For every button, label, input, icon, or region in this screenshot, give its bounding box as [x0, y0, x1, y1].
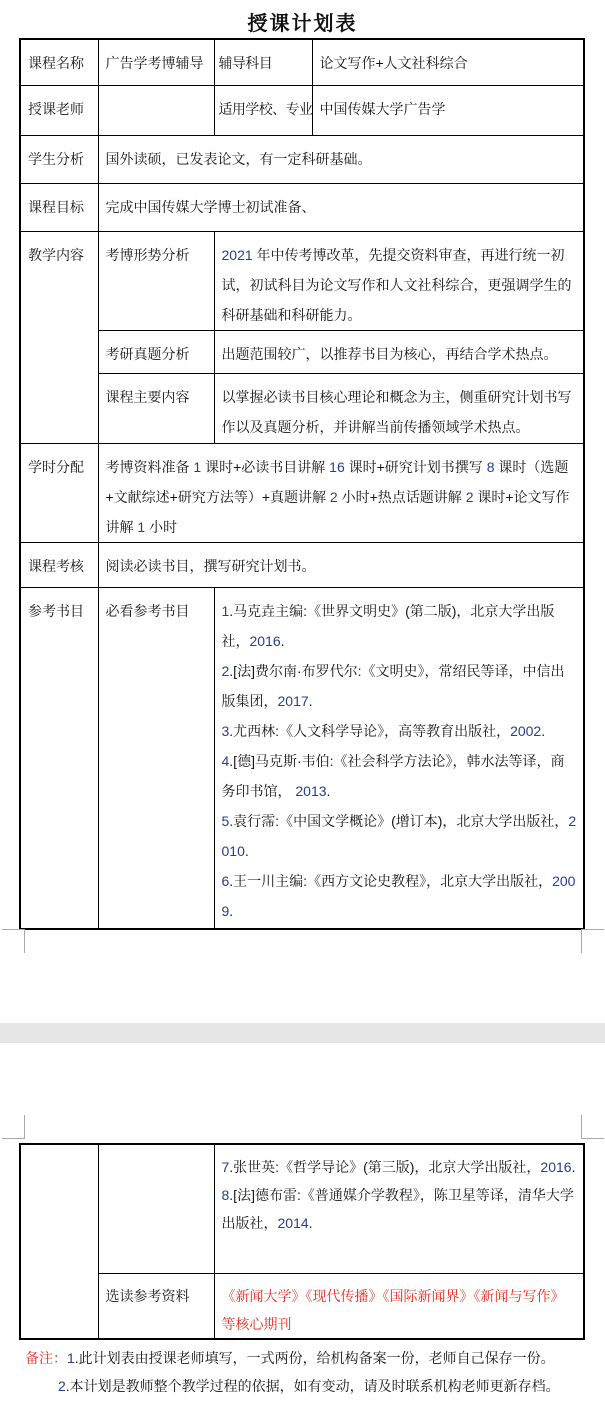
main-content-label: 课程主要内容 [98, 373, 214, 443]
exam-trend-label: 考博形势分析 [98, 231, 214, 330]
exam-trend-value: 2021 年中传考博改革，先提交资料审查，再进行统一初试，初试科目为论文写作和人文社科综合，更强调学生的科研基础和科研能力。 [214, 231, 584, 330]
table-row-teaching-content-3 [20, 373, 584, 443]
table-row-optional-references [20, 1273, 584, 1339]
must-read-book-list-continued [214, 1144, 584, 1273]
page1-margin-mark-right [581, 929, 604, 953]
table-row-teacher [20, 85, 584, 135]
optional-reading-value: 《新闻大学》《现代传播》《国际新闻界》《新闻与写作》等核心期刊 [214, 1273, 584, 1339]
student-analysis-value: 国外读硕，已发表论文，有一定科研基础。 [98, 135, 584, 183]
page-title: 授课计划表 [247, 13, 358, 35]
teaching-plan-table-page2 [19, 1143, 585, 1340]
past-exam-label: 考研真题分析 [98, 330, 214, 373]
page2-margin-mark-left [2, 1115, 25, 1139]
page1-margin-mark-left [2, 929, 25, 953]
teacher-value [98, 85, 214, 135]
student-analysis-label: 学生分析 [20, 135, 98, 183]
book-item: 8.[法]德布雷:《普通媒介学教程》，陈卫星等译，清华大学出版社，2014. [221, 1187, 574, 1231]
note-line-1 [25, 1344, 585, 1372]
note-text-2: 2.本计划是教师整个教学过程的依据，如有变动，请及时联系机构老师更新存档。 [58, 1378, 560, 1394]
must-read-book-list [214, 587, 584, 929]
teaching-content-label: 教学内容 [20, 231, 98, 443]
book-item: 5.袁行霈:《中国文学概论》(增订本)，北京大学出版社，2010. [221, 812, 577, 859]
past-exam-value: 出题范围较广，以推荐书目为核心，再结合学术热点。 [214, 330, 584, 373]
table-row-teaching-content-1 [20, 231, 584, 330]
page2-margin-mark-right [581, 1115, 604, 1139]
subject-label: 辅导科目 [214, 39, 312, 85]
school-label: 适用学校、专业 [214, 85, 312, 135]
school-value: 中国传媒大学广告学 [312, 85, 584, 135]
subject-value: 论文写作+人文社科综合 [312, 39, 584, 85]
teaching-plan-table-page1 [19, 38, 585, 930]
table-row-course [20, 39, 584, 85]
table-row-assessment [20, 542, 584, 587]
hours-label: 学时分配 [20, 443, 98, 542]
course-name-label: 课程名称 [20, 39, 98, 85]
table-row-teaching-content-2 [20, 330, 584, 373]
note-tag: 备注： [25, 1350, 67, 1366]
assessment-value: 阅读必读书目，撰写研究计划书。 [98, 542, 584, 587]
book-item: 6.王一川主编:《西方文论史教程》，北京大学出版社，2009. [221, 872, 576, 919]
course-goal-label: 课程目标 [20, 183, 98, 231]
main-content-value: 以掌握必读书目核心理论和概念为主，侧重研究计划书写作以及真题分析，并讲解当前传播领域学术热点。 [214, 373, 584, 443]
course-goal-value: 完成中国传媒大学博士初试准备、 [98, 183, 584, 231]
hours-value: 考博资料准备 1 课时+必读书目讲解 16 课时+研究计划书撰写 8 课时（选题+文献综述+研究方法等）+真题讲解 2 小时+热点话题讲解 2 课时+论文写作讲解 1 小时 [98, 443, 584, 542]
table-row-student-analysis [20, 135, 584, 183]
references-label: 参考书目 [20, 587, 98, 929]
references-empty-cell [20, 1144, 98, 1339]
optional-reading-label: 选读参考资料 [98, 1273, 214, 1339]
book-item: 4.[德]马克斯·韦伯:《社会科学方法论》，韩水法等译，商务印书馆， 2013. [221, 752, 565, 799]
book-item: 7.张世英:《哲学导论》(第三版)，北京大学出版社，2016. [221, 1159, 576, 1175]
book-item: 1.马克垚主编:《世界文明史》(第二版)，北京大学出版社，2016. [221, 602, 555, 649]
note-text-1: 1.此计划表由授课老师填写，一式两份，给机构备案一份，老师自己保存一份。 [67, 1350, 555, 1366]
page-break-band [0, 1023, 605, 1043]
must-read-empty-cell [98, 1144, 214, 1273]
table-row-references-continued [20, 1144, 584, 1273]
book-item: 2.[法]费尔南·布罗代尔:《文明史》，常绍民等译，中信出版集团，2017. [221, 662, 565, 709]
book-item: 3.尤西林:《人文科学导论》，高等教育出版社，2002. [221, 722, 546, 739]
table-row-hours [20, 443, 584, 542]
course-name-value: 广告学考博辅导 [98, 39, 214, 85]
must-read-label: 必看参考书目 [98, 587, 214, 929]
note-line-2 [25, 1372, 585, 1400]
table-row-course-goal [20, 183, 584, 231]
assessment-label: 课程考核 [20, 542, 98, 587]
teacher-label: 授课老师 [20, 85, 98, 135]
table-row-references [20, 587, 584, 929]
footer-notes [25, 1344, 585, 1400]
